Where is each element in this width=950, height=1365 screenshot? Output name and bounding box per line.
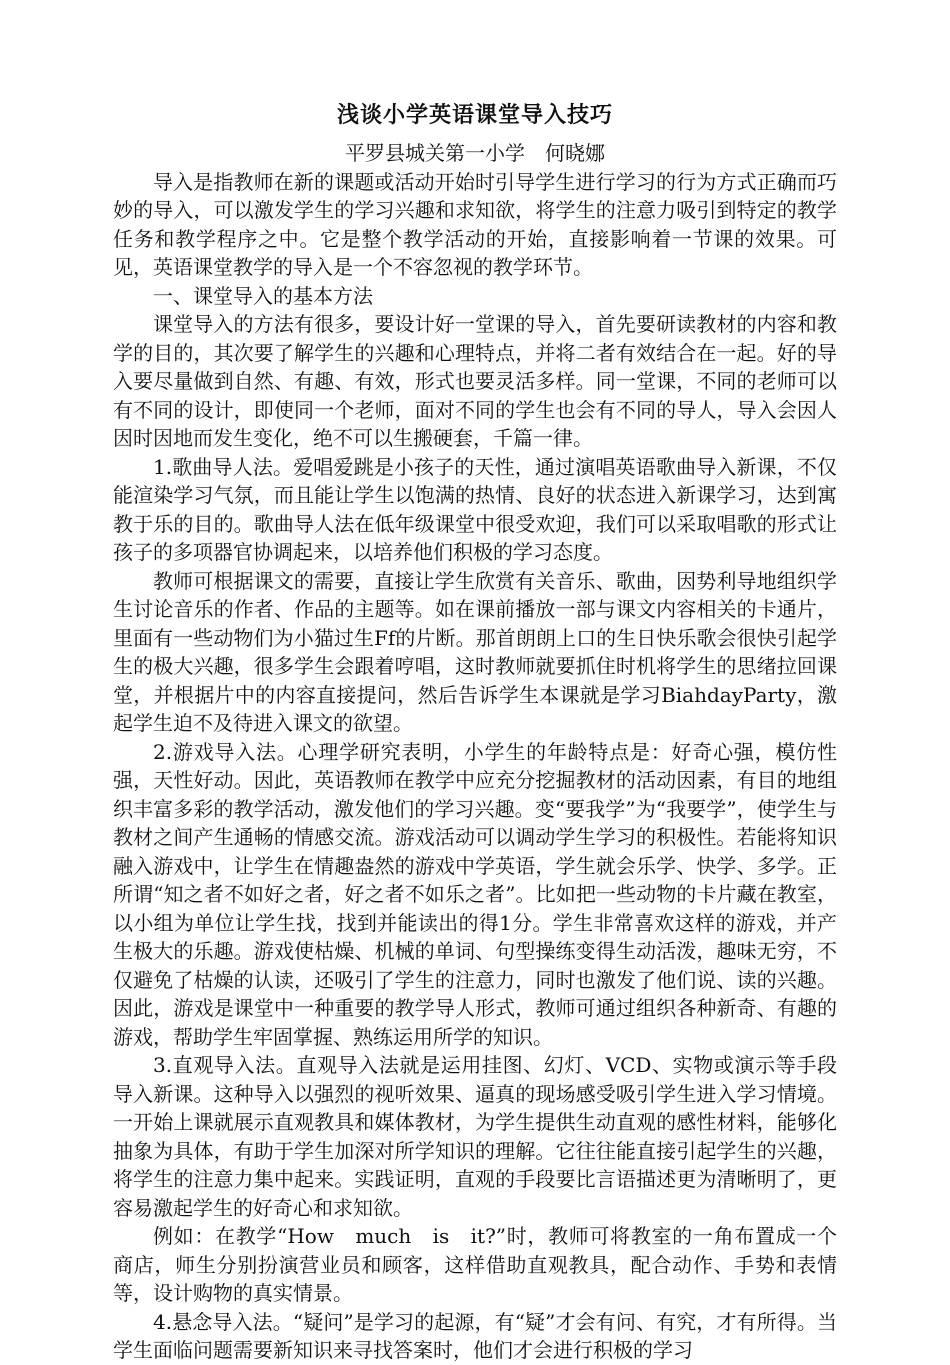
paragraph-suspense-method: 4.悬念导入法。“疑问”是学习的起源，有“疑”才会有问、有究，才有所得。当学生面临问题需要新知识来寻找答案时，他们才会进行积极的学习 (113, 1309, 837, 1362)
author-line: 平罗县城关第一小学 何晓娜 (345, 141, 605, 165)
paragraph-visual-example: 例如：在教学“How much is it?”时，教师可将教室的一角布置成一个商店，师生分别扮演营业员和顾客，这样借助直观教具，配合动作、手势和表情等，设计购物的真实情景。 (113, 1224, 837, 1305)
paragraph-song-method: 1.歌曲导人法。爱唱爱跳是小孩子的天性，通过演唱英语歌曲导入新课，不仅能渲染学习气氛，而且能让学生以饱满的热情、良好的状态进入新课学习，达到寓教于乐的目的。歌曲导人法在低年级课堂中很受欢迎，我们可以采取唱歌的形式让孩子的多项器官协调起来，以培养他们积极的学习态度。 (113, 454, 837, 564)
document-page (113, 100, 837, 1365)
paragraph-visual-method: 3.直观导入法。直观导入法就是运用挂图、幻灯、VCD、实物或演示等手段导入新课。这种导入以强烈的视听效果、逼真的现场感受吸引学生进入学习情境。一开始上课就展示直观教具和媒体教材，为学生提供生动直观的感性材料，能够化抽象为具体，有助于学生加深对所学知识的理解。它往往能直接引起学生的兴趣，将学生的注意力集中起来。实践证明，直观的手段要比言语描述更为清晰明了，更容易激起学生的好奇心和求知欲。 (113, 1053, 837, 1220)
paragraph-intro: 导入是指教师在新的课题或活动开始时引导学生进行学习的行为方式正确而巧妙的导入，可以激发学生的学习兴趣和求知欲，将学生的注意力吸引到特定的教学任务和教学程序之中。它是整个教学活动的开始，直接影响着一节课的效果。可见，英语课堂教学的导入是一个不容忽视的教学环节。 (113, 169, 837, 279)
section-heading: 一、课堂导入的基本方法 (153, 283, 373, 308)
document-title: 浅谈小学英语课堂导入技巧 (336, 102, 613, 128)
paragraph-game-method: 2.游戏导入法。心理学研究表明，小学生的年龄特点是：好奇心强，模仿性强，天性好动。因此，英语教师在教学中应充分挖掘教材的活动因素，有目的地组织丰富多彩的教学活动，激发他们的学习兴趣。变“要我学”为“我要学”，使学生与教材之间产生通畅的情感交流。游戏活动可以调动学生学习的积极性。若能将知识融入游戏中，让学生在情趣盎然的游戏中学英语，学生就会乐学、快学、多学。正所谓“知之者不如好之者，好之者不如乐之者”。比如把一些动物的卡片藏在教室，以小组为单位让学生找，找到并能读出的得1分。学生非常喜欢这样的游戏，并产生极大的乐趣。游戏使枯燥、机械的单词、句型操练变得生动活泼，趣味无穷，不仅避免了枯燥的认读，还吸引了学生的注意力，同时也激发了他们说、读的兴趣。因此，游戏是课堂中一种重要的教学导人形式，教师可通过组织各种新奇、有趣的游戏，帮助学生牢固掌握、熟练运用所学的知识。 (113, 739, 837, 1049)
paragraph-song-example: 教师可根据课文的需要，直接让学生欣赏有关音乐、歌曲，因势利导地组织学生讨论音乐的作者、作品的主题等。如在课前播放一部与课文内容相关的卡通片，里面有一些动物们为小猫过生Ff的片断。那首朗朗上口的生日快乐歌会很快引起学生的极大兴趣，很多学生会跟着哼唱，这时教师就要抓住时机将学生的思绪拉回课堂，并根据片中的内容直接提问，然后告诉学生本课就是学习BiahdayParty，激起学生迫不及待进入课文的欲望。 (113, 568, 837, 735)
paragraph-methods: 课堂导入的方法有很多，要设计好一堂课的导入，首先要研读教材的内容和教学的目的，其次要了解学生的兴趣和心理特点，并将二者有效结合在一起。好的导入要尽量做到自然、有趣、有效，形式也要灵活多样。同一堂课，不同的老师可以有不同的设计，即使同一个老师，面对不同的学生也会有不同的导人，导入会因人因时因地而发生变化，绝不可以生搬硬套，千篇一律。 (113, 312, 837, 450)
